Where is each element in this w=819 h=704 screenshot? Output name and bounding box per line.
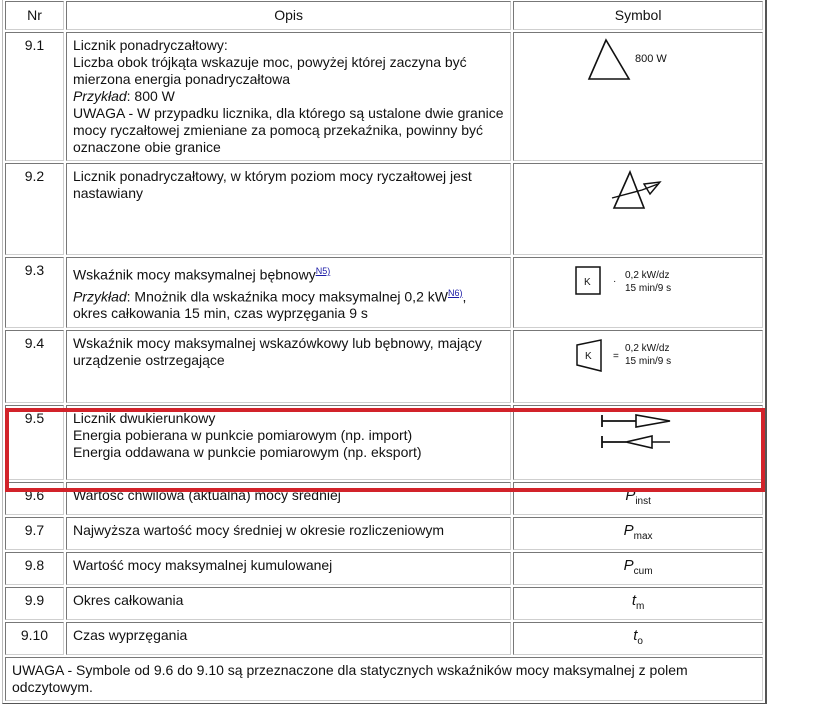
row-description — [66, 405, 511, 480]
symbol-p-max: $P_{max}$ — [623, 522, 653, 542]
table-row — [5, 257, 763, 328]
table-row — [5, 517, 763, 550]
row-number: 9.7 — [5, 517, 64, 550]
row-symbol — [513, 32, 763, 161]
svg-text:K: K — [585, 351, 592, 362]
table-row — [5, 330, 763, 403]
row-symbol — [513, 257, 763, 328]
table-row — [5, 622, 763, 655]
svg-text:15 min/9 s: 15 min/9 s — [625, 356, 672, 367]
description-line: okres całkowania 15 min, czas wyprzęgania 9 s — [72, 305, 368, 322]
example-label: Przykład — [72, 288, 127, 305]
row-number: 9.2 — [5, 163, 64, 255]
table-header-row — [5, 1, 763, 30]
row-number: 9.4 — [5, 330, 64, 403]
row-description: Wskaźnik mocy maksymalnej wskazówkowy lub bębnowy, mający urządzenie ostrzegające — [66, 330, 511, 403]
row-symbol — [513, 330, 763, 403]
k-trapezoid-icon — [573, 335, 703, 379]
row-symbol — [513, 622, 763, 655]
description-line: Energia pobierana w punkcie pomiarowym (np. import) — [72, 427, 413, 443]
row-description — [66, 32, 511, 161]
svg-text:K: K — [584, 277, 591, 288]
row-number: 9.8 — [5, 552, 64, 585]
table-row — [5, 482, 763, 515]
row-symbol — [513, 552, 763, 585]
example-value: : Mnożnik dla wskaźnika mocy maksymalnej 0,2 kW — [126, 288, 448, 305]
description-line: Licznik ponadryczałtowy: — [72, 37, 228, 53]
svg-text:0,2 kW/dz: 0,2 kW/dz — [625, 343, 670, 354]
row-description: Licznik ponadryczałtowy, w którym poziom mocy ryczałtowej jest nastawiany — [66, 163, 511, 255]
bidirectional-arrows-icon — [598, 410, 678, 456]
footnote-text: UWAGA - Symbole od 9.6 do 9.10 są przeznaczone dla statycznych wskaźników mocy maksymalnej z polem odczytowym. — [5, 657, 763, 701]
table-row-highlighted — [5, 405, 763, 480]
row-symbol — [513, 482, 763, 515]
row-description: Czas wyprzęgania — [66, 622, 511, 655]
symbol-p-cum: $P_{cum}$ — [623, 557, 653, 577]
svg-text:15 min/9 s: 15 min/9 s — [625, 283, 672, 294]
header-nr: Nr — [5, 1, 64, 30]
row-description: Wskaźnik mocy maksymalnej bębnowy$^{N5)}$ Przykład: Mnożnik dla wskaźnika mocy maksymalnej 0,2 $kW^{N6)}$, okres całkowania 15 min, czas wyprzęgania 9 s — [66, 257, 511, 328]
adjustable-triangle-icon — [608, 168, 668, 218]
row-number: 9.3 — [5, 257, 64, 328]
symbol-label: 800 W — [635, 53, 667, 65]
row-description: Wartość mocy maksymalnej kumulowanej — [66, 552, 511, 585]
header-symbol: Symbol — [513, 1, 763, 30]
row-number: 9.9 — [5, 587, 64, 620]
symbol-t-o: $t_o$ — [633, 627, 643, 647]
symbol-p-inst: $P_{inst}$ — [625, 487, 651, 507]
row-symbol — [513, 587, 763, 620]
k-box-icon — [573, 262, 703, 306]
row-symbol — [513, 405, 763, 480]
table-row — [5, 587, 763, 620]
header-opis: Opis — [66, 1, 511, 30]
row-description: Najwyższa wartość mocy średniej w okresie rozliczeniowym — [66, 517, 511, 550]
footnote-link-n5[interactable]: N5) — [315, 266, 331, 276]
table-row — [5, 32, 763, 161]
row-number: 9.10 — [5, 622, 64, 655]
description-line: Liczba obok trójkąta wskazuje moc, powyżej której zaczyna być mierzona energia ponadryczałtowa — [72, 54, 467, 87]
note-text: UWAGA - W przypadku licznika, dla którego są ustalone dwie granice mocy ryczałtowej zmieniane za pomocą przekaźnika, powinny być oznaczone obie granice — [72, 105, 504, 155]
symbols-table — [2, 0, 767, 704]
indicator-title: Wskaźnik mocy maksymalnej bębnowy — [72, 266, 316, 283]
table-row — [5, 552, 763, 585]
example-value: : 800 W — [126, 88, 175, 104]
description-line: Licznik dwukierunkowy — [72, 410, 216, 426]
svg-text:=: = — [613, 351, 619, 362]
description-line: Energia oddawana w punkcie pomiarowym (np. eksport) — [72, 444, 422, 460]
triangle-icon — [583, 37, 693, 93]
svg-text:·: · — [613, 276, 617, 287]
example-label: Przykład — [72, 88, 127, 104]
row-symbol — [513, 517, 763, 550]
footnote-row — [5, 657, 763, 701]
footnote-link-n6[interactable]: N6) — [447, 287, 463, 298]
example-line — [73, 88, 504, 105]
row-number: 9.1 — [5, 32, 64, 161]
row-number: 9.5 — [5, 405, 64, 480]
row-description: Wartość chwilowa (aktualna) mocy średniej — [66, 482, 511, 515]
symbol-t-m: $t_m$ — [631, 592, 645, 612]
row-description: Okres całkowania — [66, 587, 511, 620]
svg-text:0,2 kW/dz: 0,2 kW/dz — [625, 270, 670, 281]
row-number: 9.6 — [5, 482, 64, 515]
row-symbol — [513, 163, 763, 255]
table-row — [5, 163, 763, 255]
